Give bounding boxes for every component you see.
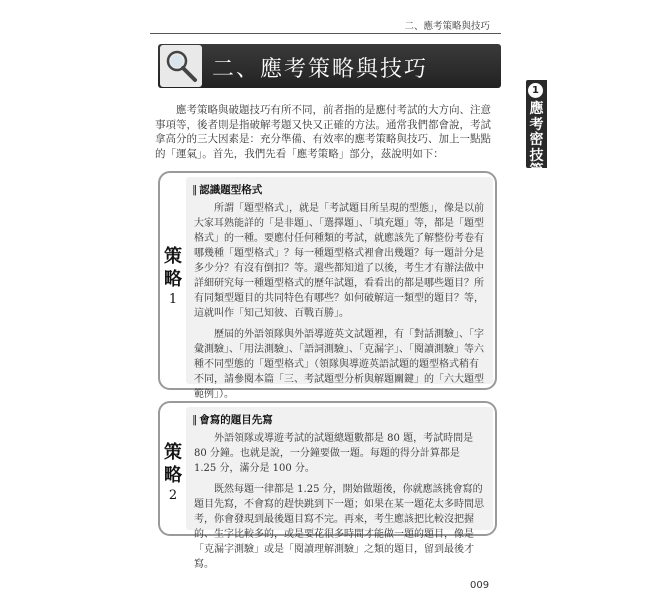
pencil-icon: ∥ (192, 414, 198, 426)
strategy-label-char: 策 (164, 442, 182, 463)
strategy-body (194, 431, 484, 578)
strategy-paragraph: 所謂「題型格式」，就是「考試題目所呈現的型態」，像是以前大家耳熟能詳的「是非題」、「選擇題」、「填充題」等，都是「題型格式」的一種。要應付任何種類的考試，就應該先了解整份考卷有哪幾種「題型格式」？每一種題型格式裡會出幾題？每一題計分是多少分？有沒有倒扣？等。還些都知道了以後，考生才有辦法做中詳細研究每一種題型格式的歷年試題，看看出的都是哪些題目？所有同類型題目的共同特色有哪些？如何破解這一類型的題目？等，這就叫作「知己知彼、百戰百勝」。 (194, 203, 484, 319)
chapter-number: 1 (528, 83, 543, 98)
chapter-side-tab (526, 80, 547, 179)
strategy-paragraph: 外語領隊或導遊考試的試題總題數都是 80 題，考試時間是 80 分鐘。也就是說，一分鐘要做一題。每題的得分計算都是 1.25 分，滿分是 100 分。 (194, 433, 474, 474)
strategy-body (194, 201, 484, 408)
running-header: 二、應考策略與技巧 (404, 21, 490, 32)
strategy-label-char: 略 (164, 269, 182, 290)
strategy-block-2 (158, 401, 497, 570)
intro-paragraph: 應考策略與破題技巧有所不同，前者指的是應付考試的大方向、注意事項等，後者則是指破解考題又快又正確的方法。通常我們都會說，考試拿高分的三大因素是：充分準備、有效率的應考策略與技巧、加上一點點的「運氣」。首先，我們先看「應考策略」部分，茲說明如下： (155, 104, 491, 160)
header-rule (150, 33, 501, 34)
strategy-label (158, 245, 188, 308)
strategy-label-char: 策 (164, 246, 182, 267)
section-title: 二、應考策略與技巧 (212, 57, 429, 82)
strategy-heading-text: 會寫的題目先寫 (199, 414, 273, 426)
strategy-content (186, 407, 493, 570)
page-number: 009 (470, 580, 490, 591)
strategy-paragraph: 既然每題一律都是 1.25 分，開始做題後，你就應該挑會寫的題目先寫，不會寫的趕快跳到下一題；如果在某一題花太多時間思考，你會發現到最後題目寫不完。再來，考生應該把比較沒把握的、生字比較多的，或是要花很多時間才能做一題的題目，像是「克漏字測驗」或是「閱讀理解測驗」之類的題目，留到最後才寫。 (194, 484, 484, 570)
strategy-label-number: 2 (168, 488, 178, 503)
chapter-label: 應考密技篇 (529, 101, 544, 179)
magnifier-icon (160, 45, 202, 87)
strategy-content (186, 177, 493, 400)
strategy-heading (192, 412, 273, 427)
strategy-paragraph: 歷屆的外語領隊與外語導遊英文試題裡，有「對話測驗」、「字彙測驗」、「用法測驗」、「語詞測驗」、「克漏字」、「閱讀測驗」等六種不同型態的「題型格式」（領隊與導遊英語試題的題型格式稍有不同，請參閱本篇「三、考試題型分析與解題關鍵」的「六大題型範例」）。 (194, 329, 484, 400)
strategy-block-1 (158, 171, 497, 400)
strategy-label (158, 441, 188, 504)
strategy-label-char: 略 (164, 465, 182, 486)
strategy-heading (192, 182, 262, 197)
strategy-heading-text: 認識題型格式 (199, 184, 263, 196)
strategy-label-number: 1 (168, 292, 178, 307)
pencil-icon: ∥ (192, 184, 198, 196)
